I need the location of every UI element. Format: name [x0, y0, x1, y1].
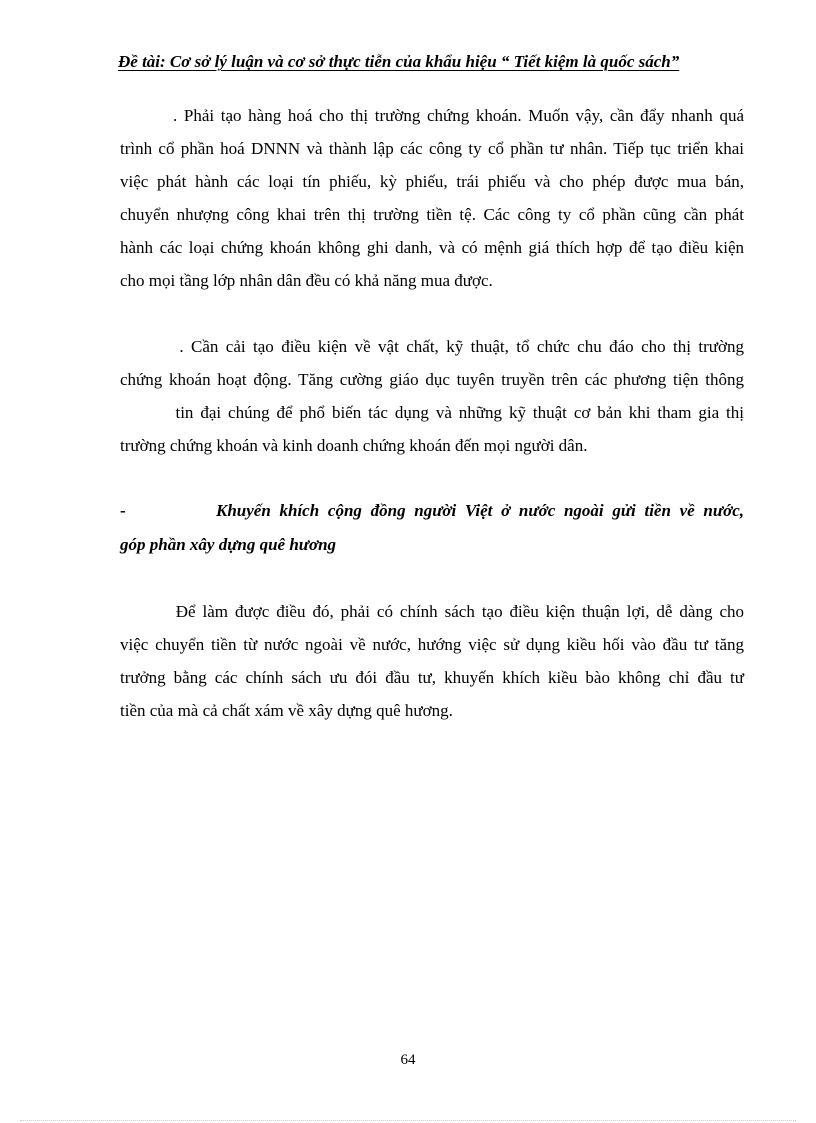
paragraph-line: việc phát hành các loại tín phiếu, kỳ phiếu, trái phiếu và cho phép được mua bán, — [120, 172, 744, 191]
paragraph-line: cho mọi tầng lớp nhân dân đều có khả năng mua được. — [120, 271, 493, 290]
paragraph-line: tiền của mà cả chất xám về xây dựng quê hương. — [120, 701, 453, 720]
paragraph-line: chuyển nhượng công khai trên thị trường tiền tệ. Các công ty cổ phần cũng cần phát — [120, 205, 744, 224]
paragraph-line: . Phải tạo hàng hoá cho thị trường chứng khoán. Muốn vậy, cần đẩy nhanh quá — [120, 106, 744, 125]
paragraph-line: hành các loại chứng khoán không ghi danh, và có mệnh giá thích hợp để tạo điều kiện — [120, 238, 744, 257]
section-heading-text: Khuyến khích cộng đồng người Việt ở nước ngoài gửi tiền về nước, — [216, 501, 744, 520]
section-heading — [120, 494, 744, 562]
page-number: 64 — [400, 1052, 416, 1068]
heading-dash: - — [120, 501, 126, 520]
paragraph-line: trình cổ phần hoá DNNN và thành lập các công ty cổ phần tư nhân. Tiếp tục triển khai — [120, 139, 744, 158]
paragraph-line: chứng khoán hoạt động. Tăng cường giáo dục tuyên truyền trên các phương tiện thông — [120, 370, 744, 389]
document-header: Đề tài: Cơ sở lý luận và cơ sở thực tiễn của khẩu hiệu “ Tiết kiệm là quốc sách” — [118, 52, 680, 71]
paragraph-line: Để làm được điều đó, phải có chính sách tạo điều kiện thuận lợi, dễ dàng cho — [120, 602, 744, 621]
paragraph-line: . Cần cải tạo điều kiện về vật chất, kỹ thuật, tổ chức chu đáo cho thị trường — [120, 337, 744, 356]
paragraph-market-conditions — [120, 330, 744, 462]
paragraph-line: trưởng bằng các chính sách ưu đói đầu tư, khuyến khích kiều bào không chỉ đầu tư — [120, 668, 744, 687]
paragraph-stock-market-goods — [120, 99, 744, 297]
section-heading-line: góp phần xây dựng quê hương — [120, 535, 337, 554]
paragraph-remittance-policy — [120, 595, 744, 727]
paragraph-line: trường chứng khoán và kinh doanh chứng khoán đến mọi người dân. — [120, 436, 588, 455]
page-bottom-divider — [20, 1120, 796, 1121]
paragraph-line: việc chuyển tiền từ nước ngoài về nước, hướng việc sử dụng kiều hối vào đầu tư tăng — [120, 635, 744, 654]
section-heading-line — [120, 494, 744, 528]
paragraph-line: tin đại chúng để phổ biến tác dụng và những kỹ thuật cơ bản khi tham gia thị — [120, 403, 744, 422]
